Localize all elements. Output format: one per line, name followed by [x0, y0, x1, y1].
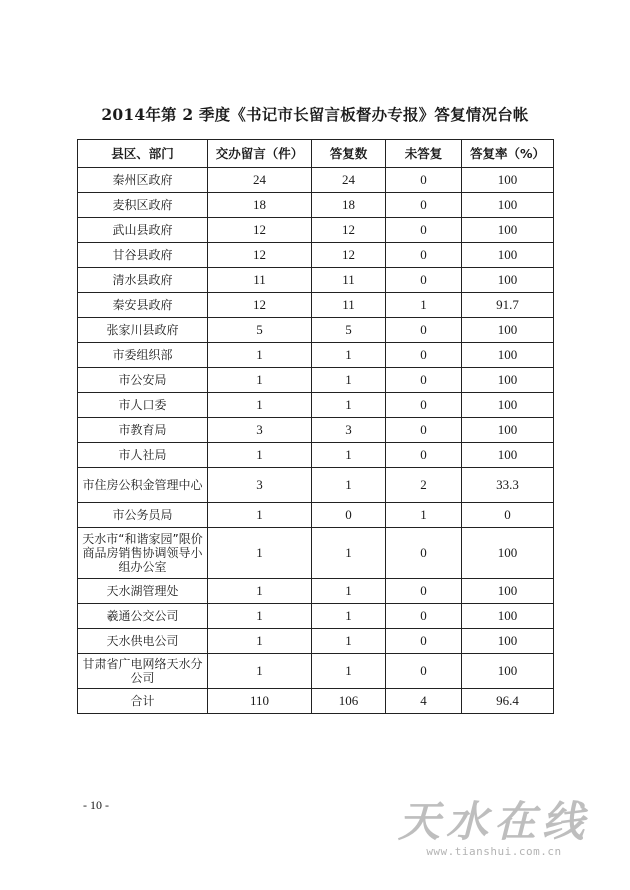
cell-assigned: 18	[208, 193, 312, 218]
cell-replied: 1	[312, 604, 386, 629]
cell-replied: 24	[312, 168, 386, 193]
cell-unreplied: 0	[386, 393, 462, 418]
cell-unreplied: 1	[386, 503, 462, 528]
table-row	[78, 418, 554, 443]
cell-replied: 1	[312, 393, 386, 418]
cell-dept: 市教育局	[78, 418, 208, 443]
cell-dept: 市人口委	[78, 393, 208, 418]
total-row	[78, 689, 554, 714]
cell-unreplied: 1	[386, 293, 462, 318]
page-title: 2014年第 2 季度《书记市长留言板督办专报》答复情况台帐	[101, 105, 529, 124]
column-header-rate: 答复率（%）	[462, 140, 554, 168]
watermark-url: www.tianshui.com.cn	[426, 845, 562, 858]
table-row	[78, 318, 554, 343]
cell-replied: 1	[312, 343, 386, 368]
column-header-dept: 县区、部门	[78, 140, 208, 168]
cell-replied: 1	[312, 368, 386, 393]
cell-replied: 12	[312, 243, 386, 268]
cell-assigned: 12	[208, 218, 312, 243]
cell-rate: 100	[462, 579, 554, 604]
cell-rate: 0	[462, 503, 554, 528]
cell-dept: 甘谷县政府	[78, 243, 208, 268]
cell-assigned: 3	[208, 468, 312, 503]
cell-dept: 羲通公交公司	[78, 604, 208, 629]
cell-rate: 100	[462, 393, 554, 418]
table-header-row	[78, 140, 554, 168]
cell-unreplied: 0	[386, 193, 462, 218]
cell-unreplied: 0	[386, 528, 462, 579]
cell-replied: 106	[312, 689, 386, 714]
cell-assigned: 1	[208, 579, 312, 604]
cell-replied: 12	[312, 218, 386, 243]
table-row	[78, 293, 554, 318]
cell-rate: 100	[462, 168, 554, 193]
cell-rate: 100	[462, 218, 554, 243]
cell-dept: 天水供电公司	[78, 629, 208, 654]
cell-assigned: 12	[208, 293, 312, 318]
cell-rate: 100	[462, 629, 554, 654]
cell-rate: 96.4	[462, 689, 554, 714]
cell-assigned: 1	[208, 503, 312, 528]
cell-unreplied: 0	[386, 343, 462, 368]
cell-unreplied: 0	[386, 218, 462, 243]
cell-rate: 100	[462, 368, 554, 393]
cell-unreplied: 0	[386, 268, 462, 293]
cell-unreplied: 0	[386, 443, 462, 468]
cell-dept: 秦安县政府	[78, 293, 208, 318]
watermark-logo: 天水在线	[397, 797, 590, 846]
cell-dept: 天水市“和谐家园”限价商品房销售协调领导小组办公室	[78, 528, 208, 579]
cell-assigned: 1	[208, 654, 312, 689]
cell-assigned: 24	[208, 168, 312, 193]
table-row	[78, 443, 554, 468]
cell-unreplied: 0	[386, 168, 462, 193]
cell-assigned: 12	[208, 243, 312, 268]
table-row	[78, 579, 554, 604]
cell-assigned: 1	[208, 393, 312, 418]
cell-assigned: 1	[208, 528, 312, 579]
cell-dept: 市人社局	[78, 443, 208, 468]
cell-rate: 100	[462, 654, 554, 689]
cell-unreplied: 0	[386, 654, 462, 689]
cell-dept: 张家川县政府	[78, 318, 208, 343]
cell-unreplied: 0	[386, 579, 462, 604]
column-header-replied: 答复数	[312, 140, 386, 168]
table-row	[78, 654, 554, 689]
cell-dept: 甘肃省广电网络天水分公司	[78, 654, 208, 689]
cell-replied: 0	[312, 503, 386, 528]
cell-dept: 市公务员局	[78, 503, 208, 528]
cell-replied: 5	[312, 318, 386, 343]
cell-replied: 3	[312, 418, 386, 443]
cell-replied: 1	[312, 579, 386, 604]
cell-dept: 市公安局	[78, 368, 208, 393]
table-row	[78, 193, 554, 218]
table-row	[78, 368, 554, 393]
table-row	[78, 604, 554, 629]
cell-rate: 100	[462, 443, 554, 468]
cell-unreplied: 0	[386, 604, 462, 629]
column-header-assigned: 交办留言（件）	[208, 140, 312, 168]
cell-unreplied: 0	[386, 243, 462, 268]
cell-replied: 1	[312, 528, 386, 579]
cell-unreplied: 0	[386, 629, 462, 654]
table-row	[78, 393, 554, 418]
cell-dept: 麦积区政府	[78, 193, 208, 218]
cell-dept: 清水县政府	[78, 268, 208, 293]
cell-rate: 100	[462, 418, 554, 443]
cell-rate: 100	[462, 193, 554, 218]
cell-rate: 100	[462, 343, 554, 368]
table-row	[78, 343, 554, 368]
cell-replied: 1	[312, 629, 386, 654]
cell-unreplied: 2	[386, 468, 462, 503]
cell-assigned: 1	[208, 443, 312, 468]
column-header-unreplied: 未答复	[386, 140, 462, 168]
cell-assigned: 11	[208, 268, 312, 293]
cell-assigned: 1	[208, 604, 312, 629]
report-table	[77, 139, 554, 714]
cell-rate: 91.7	[462, 293, 554, 318]
cell-rate: 100	[462, 604, 554, 629]
cell-assigned: 5	[208, 318, 312, 343]
cell-unreplied: 0	[386, 368, 462, 393]
cell-dept: 合计	[78, 689, 208, 714]
table-row	[78, 168, 554, 193]
cell-assigned: 110	[208, 689, 312, 714]
cell-unreplied: 4	[386, 689, 462, 714]
cell-assigned: 1	[208, 629, 312, 654]
cell-dept: 天水湖管理处	[78, 579, 208, 604]
cell-replied: 11	[312, 268, 386, 293]
table-row	[78, 243, 554, 268]
cell-replied: 1	[312, 443, 386, 468]
table-row	[78, 468, 554, 503]
cell-replied: 18	[312, 193, 386, 218]
cell-rate: 100	[462, 243, 554, 268]
cell-assigned: 1	[208, 368, 312, 393]
cell-rate: 100	[462, 268, 554, 293]
cell-assigned: 1	[208, 343, 312, 368]
cell-replied: 11	[312, 293, 386, 318]
page-number: - 10 -	[83, 798, 109, 812]
cell-dept: 秦州区政府	[78, 168, 208, 193]
cell-unreplied: 0	[386, 418, 462, 443]
table-body	[78, 168, 554, 714]
cell-rate: 33.3	[462, 468, 554, 503]
table-row	[78, 503, 554, 528]
cell-replied: 1	[312, 468, 386, 503]
cell-unreplied: 0	[386, 318, 462, 343]
table-row	[78, 629, 554, 654]
cell-rate: 100	[462, 318, 554, 343]
cell-dept: 市住房公积金管理中心	[78, 468, 208, 503]
cell-rate: 100	[462, 528, 554, 579]
site-watermark	[398, 789, 590, 858]
cell-replied: 1	[312, 654, 386, 689]
table-row	[78, 528, 554, 579]
cell-assigned: 3	[208, 418, 312, 443]
table-row	[78, 268, 554, 293]
cell-dept: 市委组织部	[78, 343, 208, 368]
table-row	[78, 218, 554, 243]
cell-dept: 武山县政府	[78, 218, 208, 243]
